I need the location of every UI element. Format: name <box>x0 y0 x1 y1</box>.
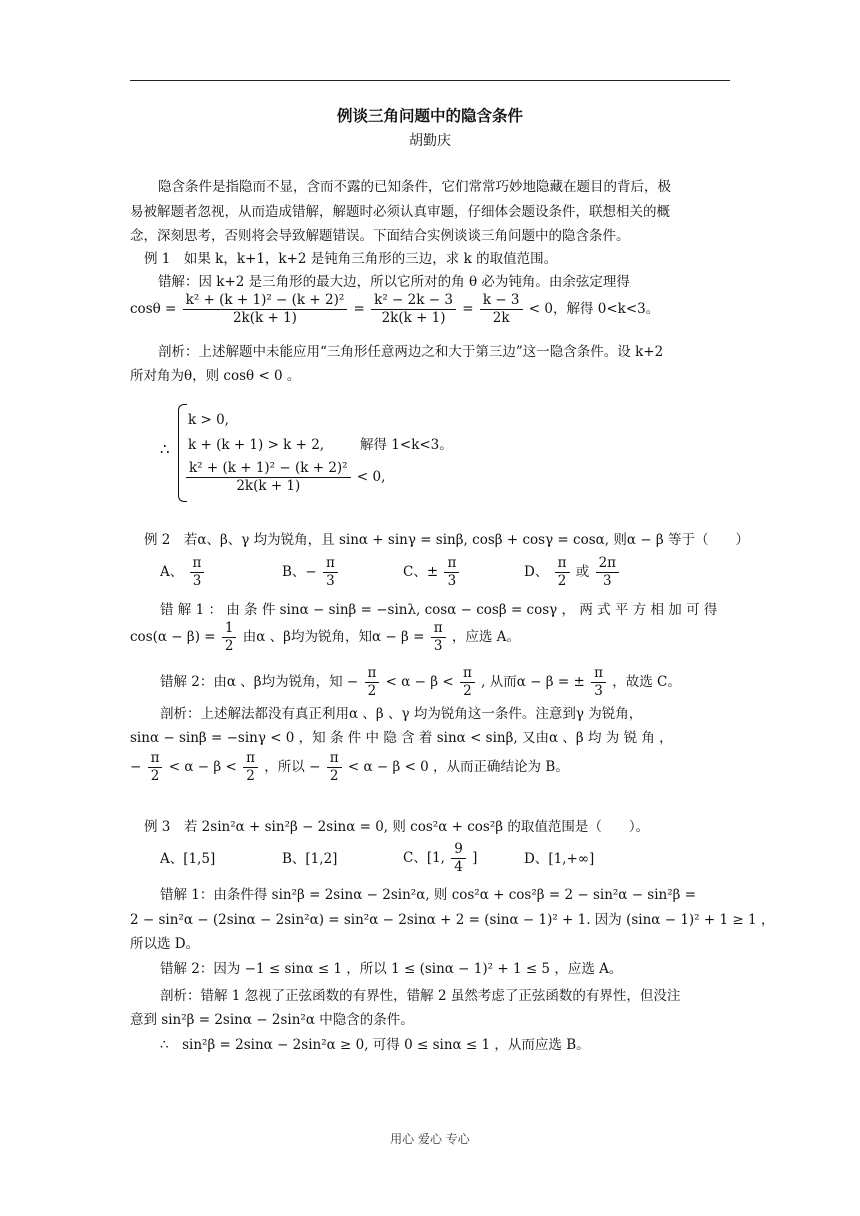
half-den: 2 <box>224 638 234 654</box>
wrong-2-prefix: 错解 2：由α 、β均为锐角，知 − <box>160 674 359 690</box>
option-a-label: A、 <box>160 564 184 580</box>
example-3-analysis-1: 剖析：错解 1 忽视了正弦函数的有界性，错解 2 虽然考虑了正弦函数的有界性，但没注 <box>160 988 681 1004</box>
example-2-wrong-2 <box>160 665 681 700</box>
fraction-2-num: k² − 2k − 3 <box>371 292 456 310</box>
wrong-1b-prefix: cos(α − β) = <box>130 629 216 645</box>
system-line-3 <box>184 460 385 495</box>
w2f2-den: 2 <box>463 683 472 699</box>
w2f3-num: π <box>591 665 606 683</box>
example-2-analysis-2: sinα − sinβ = −sinγ < 0 ，知 条 件 中 隐 含 着 sinα < sinβ, 又由α 、β 均 为 锐 角 ， <box>130 730 673 746</box>
example-3-wrong-1b: 2 − sin²α − (2sinα − 2sin²α) = sin²α − 2sinα + 2 = (sinα − 1)² + 1. 因为 (sinα − 1)² + 1 ≥ 1 ， <box>130 912 775 928</box>
a3f1-num: π <box>148 750 163 768</box>
fraction-2 <box>371 292 456 327</box>
system-fraction-den: 2k(k + 1) <box>236 478 301 494</box>
analysis-3-frac-3 <box>327 750 342 785</box>
ex3-option-d: D、[1,+∞] <box>524 851 595 867</box>
system-line-1: k > 0, <box>188 412 229 428</box>
example-1-formula: cosθ = $\frac{\text{k² + (k + 1)² − (k + 2)²}}{2k(k + 1)}$ = $\frac{\text{k² − 2k − 3}}{2k(k + 1)}$ = $\frac{k - 3}{2k}$ < 0，解得 0<k<3。 <box>130 292 660 326</box>
option-c-num: π <box>444 555 459 573</box>
example-2-wrong-1a: 错 解 1 ： 由 条 件 sinα − sinβ = −sinλ, cosα − cosβ = cosγ ， 两 式 平 方 相 加 可 得 <box>160 602 718 618</box>
wrong-1b-pi3 <box>431 620 446 655</box>
fraction-2-den: 2k(k + 1) <box>381 310 446 326</box>
option-b <box>282 555 340 590</box>
option-c-label: C、± <box>403 564 439 580</box>
system-fraction-num: k² + (k + 1)² − (k + 2)² <box>186 460 351 478</box>
header-rule <box>130 80 730 81</box>
therefore-symbol: ∴ <box>160 440 170 458</box>
w2f1-num: π <box>365 665 380 683</box>
intro-line-2: 易被解题者忽视，从而造成错解，解题时必须认真审题，仔细体会题设条件，联想相关的概 <box>130 204 670 220</box>
wrong-2-frac-2 <box>460 665 475 700</box>
option-d <box>524 555 621 590</box>
option-d-num-2: 2π <box>596 555 619 573</box>
a3f3-num: π <box>327 750 342 768</box>
wrong-2-mid-2: , 从而α − β = ± <box>481 674 585 690</box>
option-c <box>403 555 461 590</box>
author-name: 胡勤庆 <box>409 133 451 149</box>
fraction-1 <box>183 292 348 327</box>
example-2-analysis-3 <box>130 750 569 785</box>
intro-line-3: 念，深刻思考，否则将会导致解题错误。下面结合实例谈谈三角问题中的隐含条件。 <box>130 228 630 244</box>
example-1-analysis-1: 剖析：上述解题中未能应用“三角形任意两边之和大于第三边”这一隐含条件。设 k+2 <box>158 344 664 360</box>
example-2-wrong-1b <box>130 620 520 655</box>
wrong-2-suffix: ，故选 C。 <box>612 674 681 690</box>
analysis-3-frac-2 <box>243 750 258 785</box>
option-d-fraction-1 <box>555 555 570 590</box>
option-a-num: π <box>190 555 205 573</box>
system-line-2: k + (k + 1) > k + 2, <box>188 437 325 453</box>
option-d-den-2: 3 <box>603 573 612 589</box>
option-d-or: 或 <box>575 564 590 580</box>
example-2-question: 例 2 若α、β、γ 均为锐角，且 sinα + sinγ = sinβ, cosβ + cosγ = cosα, 则α − β 等于（ ） <box>144 532 749 548</box>
analysis-3-frac-1 <box>148 750 163 785</box>
w2f1-den: 2 <box>367 683 377 699</box>
option-a-den: 3 <box>192 573 202 589</box>
fraction-3-den: 2k <box>492 310 510 326</box>
analysis-3-prefix: − <box>130 759 142 775</box>
fraction-3 <box>480 292 523 327</box>
ex3-optc-den: 4 <box>454 859 463 875</box>
pi3-den: 3 <box>433 638 443 654</box>
wrong-2-frac-1 <box>365 665 380 700</box>
example-3-wrong-1c: 所以选 D。 <box>130 936 200 952</box>
option-b-fraction <box>323 555 338 590</box>
fraction-1-num: k² + (k + 1)² − (k + 2)² <box>183 292 348 310</box>
a3f3-den: 2 <box>329 768 339 784</box>
page-footer: 用心 爱心 专心 <box>390 1132 470 1146</box>
w2f2-num: π <box>460 665 475 683</box>
option-a <box>160 555 206 590</box>
option-a-fraction <box>190 555 205 590</box>
a3f1-den: 2 <box>150 768 160 784</box>
wrong-2-mid-1: < α − β < <box>385 674 454 690</box>
example-3-wrong-1a: 错解 1：由条件得 sin²β = 2sinα − 2sin²α, 则 cos²α + cos²β = 2 − sin²α − sin²β = <box>160 887 697 903</box>
example-1-question: 例 1 如果 k，k+1，k+2 是钝角三角形的三边，求 k 的取值范围。 <box>144 251 558 267</box>
ex3-option-a: A、[1,5] <box>160 851 216 867</box>
example-1-analysis-2: 所对角为θ，则 cosθ < 0 。 <box>130 368 301 384</box>
example-1-wrong: 错解：因 k+2 是三角形的最大边，所以它所对的角 θ 必为钝角。由余弦定理得 <box>158 274 630 290</box>
ex3-option-b: B、[1,2] <box>282 851 338 867</box>
system-result: 解得 1<k<3。 <box>360 437 453 453</box>
option-b-label: B、− <box>282 564 317 580</box>
formula-suffix: < 0，解得 0<k<3。 <box>528 301 660 317</box>
wrong-1b-middle: 由α 、β均为锐角，知α − β = <box>242 629 425 645</box>
option-d-num-1: π <box>555 555 570 573</box>
ex3-optc-num: 9 <box>451 841 466 859</box>
option-b-den: 3 <box>326 573 335 589</box>
option-c-fraction <box>444 555 459 590</box>
ex3-option-c-fraction <box>451 841 466 876</box>
ex3-option-c-prefix: C、[1, <box>403 850 445 866</box>
w2f3-den: 3 <box>594 683 603 699</box>
system-line-3-suffix: < 0, <box>356 469 386 485</box>
ex3-option-c-suffix: ] <box>472 850 478 866</box>
a3f2-num: π <box>243 750 258 768</box>
example-2-analysis-1: 剖析：上述解法都没有真正利用α 、β 、γ 均为锐角这一条件。注意到γ 为锐角， <box>160 706 643 722</box>
wrong-1b-suffix: ，应选 A。 <box>451 629 520 645</box>
analysis-3-mid-1: < α − β < <box>168 759 237 775</box>
ex3-option-c <box>403 841 477 876</box>
example-3-analysis-2: 意到 sin²β = 2sinα − 2sin²α 中隐含的条件。 <box>130 1012 414 1028</box>
analysis-3-mid-3: < α − β < 0 ，从而正确结论为 B。 <box>347 759 569 775</box>
half-num: 1 <box>222 620 237 638</box>
analysis-3-mid-2: ，所以 − <box>264 759 321 775</box>
fraction-3-num: k − 3 <box>480 292 523 310</box>
formula-prefix: cosθ = <box>130 301 177 317</box>
option-d-label: D、 <box>524 564 549 580</box>
example-3-analysis-3: ∴ sin²β = 2sinα − 2sin²α ≥ 0, 可得 0 ≤ sinα ≤ 1 ，从而应选 B。 <box>160 1037 590 1053</box>
option-c-den: 3 <box>447 573 457 589</box>
pi3-num: π <box>431 620 446 638</box>
wrong-1b-half <box>222 620 237 655</box>
option-d-fraction-2 <box>596 555 619 590</box>
wrong-2-frac-3 <box>591 665 606 700</box>
example-3-wrong-2: 错解 2：因为 −1 ≤ sinα ≤ 1 ，所以 1 ≤ (sinα − 1)² + 1 ≤ 5 ，应选 A。 <box>160 961 623 977</box>
system-fraction <box>186 460 351 495</box>
option-d-den-1: 2 <box>557 573 567 589</box>
document-title: 例谈三角问题中的隐含条件 <box>336 107 523 125</box>
option-b-num: π <box>323 555 338 573</box>
intro-line-1: 隐含条件是指隐而不显，含而不露的已知条件，它们常常巧妙地隐藏在题目的背后，极 <box>158 179 671 195</box>
fraction-1-den: 2k(k + 1) <box>232 310 297 326</box>
example-3-question: 例 3 若 2sin²α + sin²β − 2sinα = 0, 则 cos²α + cos²β 的取值范围是（ ）。 <box>144 819 650 835</box>
a3f2-den: 2 <box>246 768 255 784</box>
